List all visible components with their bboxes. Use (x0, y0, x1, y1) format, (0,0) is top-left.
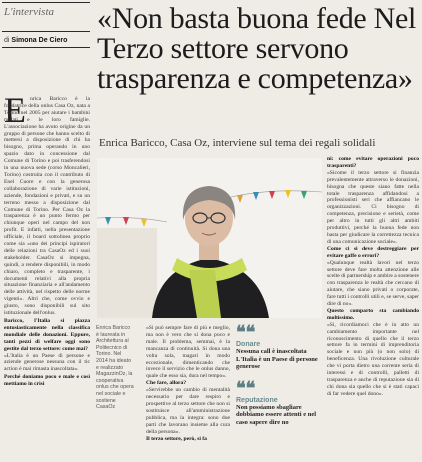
answer: «Servirebbe un cambio di mentalità necessario per dare respiro e prospettive al terzo settore che non si sostituisce all'amministrazione pubblica, ma la integra: sono due parti che lavorano insieme alla cura della persona». (146, 387, 230, 435)
question: Il terzo settore, però, si fa (146, 435, 207, 442)
question: Che fare, allora? (146, 380, 187, 387)
section-kicker: L'intervista (4, 6, 55, 18)
question: Baricco, l'Italia si piazza entusiasticamente nella classifica mondiale delle donazioni. Eppure, tanti pezzi di welfare oggi sono gestite dal terzo settore: come mai? (4, 318, 90, 352)
top-rule (2, 2, 90, 3)
pull-quote-title: Donare (236, 341, 261, 348)
pull-quotes (236, 322, 322, 427)
portrait-illustration (97, 158, 322, 318)
headline: «Non basta buona fede Nel Terzo settore servono trasparenza e competenza» (97, 2, 417, 95)
quote-icon: ❝❝ (236, 322, 256, 342)
pull-quote-text: Nessuna call è inascoltata L'Italia è un Paese di persone generose (236, 348, 318, 371)
drop-cap: E (4, 90, 26, 130)
question: Perché doniamo poco e male e così mettiamo in crisi (4, 374, 90, 388)
portrait-photo (97, 158, 322, 318)
quote-icon: ❝❝ (236, 377, 256, 398)
answer: «L'Italia è un Paese di persone e aziende generose nessuna con il tic action è mai rimasta inascoltata». (4, 352, 90, 373)
byline-author: Simona De Ciero (11, 37, 68, 44)
answer: «Sicome il terzo settore si finanzia prevalentemente attraverso le donazioni, bisogna che queste siano fatte nella totale trasparenza affidandosi a professionisti seri che affiancano le organizzazioni. Ci bisogno di competenza, precisione e serietà, come per altro in tutti gli altri ambiti produttivi, perché la buona fede non basta per giudicare la correttezza tecnica di una comunicazione sociale». (327, 169, 419, 245)
right-body-text (327, 156, 419, 398)
middle-body-text (146, 325, 230, 442)
pull-quote-text: Non possiamo sbagliare dobbiamo essere attenti e nel caso sapere dire no (236, 403, 317, 426)
answer: «Qualunque realtà lavori nel terzo settore deve fare molta attenzione alle scelte di partnership e ambire a sostenere con trasparenza le realtà che cercano di aiutare, che siano privati o corporate, fare tutti i controlli utili e, se serve, saper dire di no». (327, 259, 419, 308)
byline (4, 37, 67, 44)
byline-prefix: di (4, 37, 10, 44)
photo-caption: Enrica Baricco è laureata in Architettura al Politecnico di Torino. Nel 2014 ha ideato e realizzato MagazzinOz, la cooperativa onlus che opera nel sociale e sostiene CasaOz (96, 325, 134, 411)
answer: «Sì, ricordiamoci che è in atto un cambiamento importante nel riconoscimento di quello che il terzo settore fa in termini di imprenditoria sociale e non più (o non solo) di beneficenza. Una rivoluzione culturale che vi porta dietro una corrente seria di interessi e di controlli, palletti di trasparenza e anche di reputazione sia di chi dona sia quello che si è stati capaci di far vedere quel dono». (327, 321, 419, 397)
pull-quote (236, 377, 322, 427)
question: Questo comparto sta cambiando moltissimo. (327, 307, 419, 321)
pull-quote-title: Reputazione (236, 396, 278, 404)
left-column (0, 0, 92, 462)
middle-paragraph: «Si può sempre fare di più e meglio, ma non è vero che si dona poco e male. Il problema, semmai, è la mancanza di continuità. Si dona una volta sola, magari in modo eccezionale, dimenticando che invece il servizio che le onlus danno, quale che esso sia, dura nel tempo». (146, 325, 230, 380)
question: Come ci si deve destreggiare per evitare gaffe o errori? (327, 245, 419, 259)
byline-rule (2, 47, 90, 48)
question: ni: come evitare operazioni poco trasparenti? (327, 156, 419, 169)
left-body-text (4, 90, 90, 388)
left-paragraph: nrica Baricco è la fondatrice della onlus Casa Oz, nata a Torino nel 2005 per aiutare i bambini malati e le loro famiglie. L'associazione ha avuto origine da un gruppo di persone che hanno scelto di mettersi a disposizione di chi ha bisogno, prima operando in uno spazio dato in concessione dal Comune di Torino e poi trasferendosi in una nuova sede (corso Moncalieri, Torino) costruita con il contributo di Enel Cuore e con la generosa collaborazione di varie istituzioni, aziende, fondazioni e privati, e su un terreno messo a disposizione dal Comune di Torino. Per Casa Oz la trasparenza è un punto fermo per chiunque operi nel campo del non profit. E infatti, nella presentazione ufficiale, il board sottolinea proprio come sia «uno dei principi ispiratori delle relazioni tra CasaOz ed i suoi stakeholder. CasaOz si impegna, quindi, a rendere disponibili, in modo chiaro, completo e trasparente, i documenti relativi alla propria situazione finanziaria e all'andamento delle attività, nel rispetto delle norme vigenti». Altri che, come ovvio e giusto, sono disponibili sul sito istituzionale dell'onlus. (4, 96, 90, 317)
subheadline: Enrica Baricco, Casa Oz, interviene sul tema dei regali solidali (99, 137, 376, 149)
pull-quote (236, 322, 322, 371)
section-rule (2, 31, 90, 32)
